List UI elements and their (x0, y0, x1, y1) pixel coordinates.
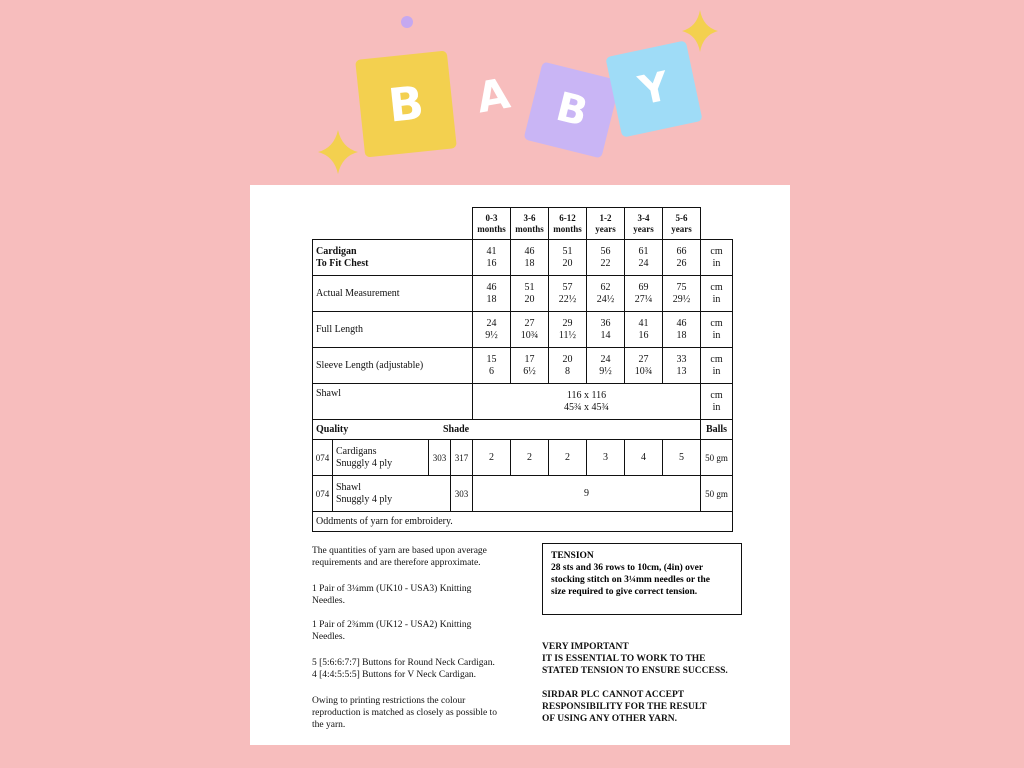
colour-note: Owing to printing restrictions the colour reproduction is matched as closely as possible to the yarn. (312, 696, 497, 730)
shade-label: Shade (443, 423, 470, 435)
tension-box: TENSION 28 sts and 36 rows to 10cm, (4in) over stocking stitch on 3¼mm needles or the size required to give correct tension. (542, 543, 742, 615)
sparkle-star-icon (318, 130, 358, 174)
baby-banner (0, 0, 1024, 180)
unit-cell: cm in (701, 276, 733, 312)
row-label: Sleeve Length (adjustable) (313, 348, 473, 384)
quality-label: Quality (316, 423, 349, 435)
table-row: Sleeve Length (adjustable) 15 6 17 6½ 20 8 24 9½ 27 10¾ 33 13 cm in (313, 348, 733, 384)
shawl-row (313, 384, 733, 420)
block-letter-b (355, 50, 457, 157)
letter-a-text: A (472, 68, 514, 122)
header-row (313, 208, 733, 240)
letter-a (464, 66, 522, 124)
oddments-row: Oddments of yarn for embroidery. (313, 512, 733, 532)
pattern-sheet (250, 185, 790, 745)
row-label: Actual Measurement (313, 276, 473, 312)
important-notice: VERY IMPORTANT IT IS ESSENTIAL TO WORK TO THE STATED TENSION TO ENSURE SUCCESS. (542, 642, 728, 676)
size-header: 5-6 years (663, 208, 701, 240)
dot-icon (401, 16, 413, 28)
row-label: Cardigan To Fit Chest (313, 240, 473, 276)
unit-cell: cm in (701, 348, 733, 384)
needles-note-2: 1 Pair of 2¾mm (UK12 - USA2) Knitting Needles. (312, 620, 472, 642)
block-letter-y (605, 40, 702, 137)
letter-b-second: B (551, 83, 593, 137)
yarn-row-shawl: 074 Shawl Snuggly 4 ply 303 9 50 gm (313, 476, 733, 512)
needles-note-1: 1 Pair of 3¼mm (UK10 - USA3) Knitting Needles. (312, 584, 472, 606)
shawl-size: 116 x 116 45¾ x 45¾ (473, 384, 701, 420)
unit-cell: cm in (701, 312, 733, 348)
size-table (312, 207, 733, 532)
table-row: Actual Measurement 46 18 51 20 57 22½ 62 24½ 69 27¼ 75 29½ cm in (313, 276, 733, 312)
yarn-quantities-note: The quantities of yarn are based upon average requirements and are therefore approximate. (312, 546, 487, 568)
table-row: Full Length 24 9½ 27 10¾ 29 11½ 36 14 41 16 46 18 cm in (313, 312, 733, 348)
size-header: 1-2 years (587, 208, 625, 240)
size-header: 0-3 months (473, 208, 511, 240)
table-row: Cardigan To Fit Chest 41 16 46 18 51 20 56 22 61 24 66 26 cm in (313, 240, 733, 276)
row-label: Full Length (313, 312, 473, 348)
unit-cell: cm in (701, 240, 733, 276)
balls-label: Balls (701, 420, 733, 440)
size-header: 3-4 years (625, 208, 663, 240)
row-label: Shawl (313, 384, 473, 420)
size-header: 6-12 months (549, 208, 587, 240)
letter-b: B (385, 75, 427, 133)
tension-title: TENSION (551, 551, 594, 561)
size-header: 3-6 months (511, 208, 549, 240)
unit-cell: cm in (701, 384, 733, 420)
yarn-row-cardigans: 074 Cardigans Snuggly 4 ply 303 317 2 2 2 3 4 5 50 gm (313, 440, 733, 476)
sparkle-star-icon (682, 10, 718, 52)
quality-header-row (313, 420, 733, 440)
disclaimer-notice: SIRDAR PLC CANNOT ACCEPT RESPONSIBILITY FOR THE RESULT OF USING ANY OTHER YARN. (542, 690, 707, 724)
buttons-note: 5 [5:6:6:7:7] Buttons for Round Neck Cardigan. 4 [4:4:5:5:5] Buttons for V Neck Cardigan. (312, 658, 495, 680)
letter-y: Y (635, 63, 673, 115)
